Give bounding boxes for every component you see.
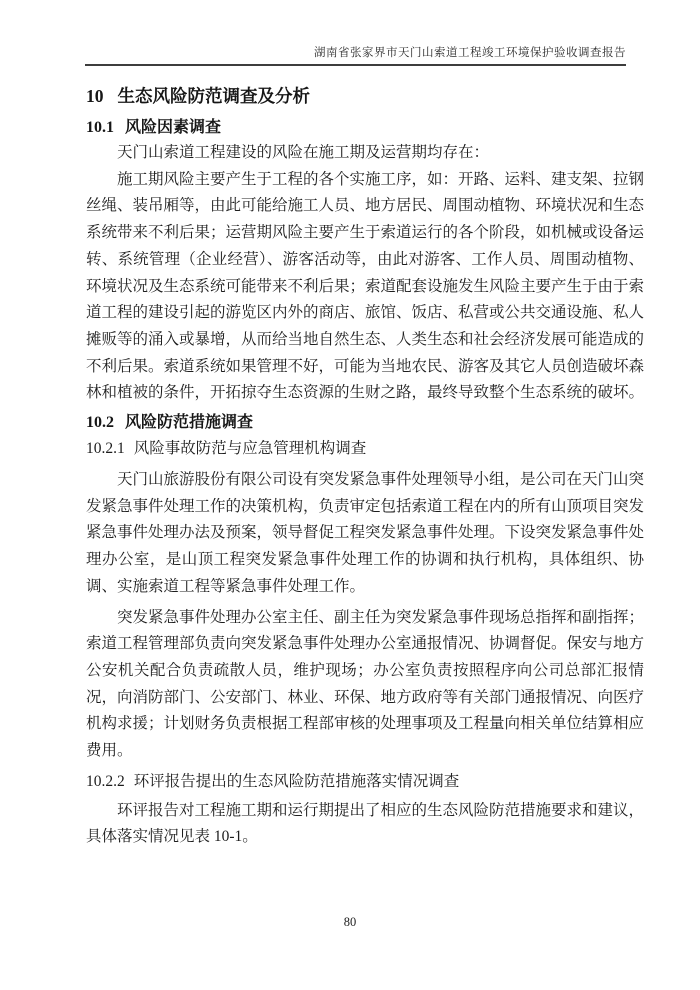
section-number: 10.2 bbox=[86, 414, 114, 432]
section-heading-10-1 bbox=[86, 119, 644, 137]
running-title: 湖南省张家界市天门山索道工程竣工环境保护验收调查报告 bbox=[314, 47, 626, 59]
chapter-number: 10 bbox=[86, 86, 104, 106]
subsection-title: 环评报告提出的生态风险防范措施落实情况调查 bbox=[133, 772, 460, 790]
subsection-number: 10.2.1 bbox=[86, 440, 125, 458]
page-footer bbox=[0, 915, 700, 929]
subsection-heading-10-2-1 bbox=[86, 440, 644, 458]
subsection-title: 风险事故防范与应急管理机构调查 bbox=[133, 440, 367, 458]
section-title: 风险因素调查 bbox=[125, 119, 222, 136]
section-number: 10.1 bbox=[86, 119, 114, 136]
page-header bbox=[85, 0, 626, 66]
paragraph: 天门山旅游股份有限公司设有突发紧急事件处理领导小组，是公司在天门山突发紧急事件处理工作的决策机构，负责审定包括索道工程在内的所有山顶项目突发紧急事件处理办法及预案，领导督促工程突发紧急事件处理。下设突发紧急事件处理办公室，是山顶工程突发紧急事件处理工作的协调和执行机构，具体组织、协调、实施索道工程等紧急事件处理工作。 bbox=[86, 471, 645, 595]
paragraph: 突发紧急事件处理办公室主任、副主任为突发紧急事件现场总指挥和副指挥；索道工程管理部负责向突发紧急事件处理办公室通报情况、协调督促。保安与地方公安机关配合负责疏散人员，维护现场；办公室负责按照程序向公司总部汇报情况，向消防部门、公安部门、林业、环保、地方政府等有关部门通报情况、向医疗机构求援；计划财务负责根据工程部审核的处理事项及工程量向相关单位结算相应费用。 bbox=[86, 608, 645, 760]
page-number: 80 bbox=[343, 915, 357, 929]
paragraph: 天门山索道工程建设的风险在施工期及运营期均存在： bbox=[117, 144, 490, 161]
paragraph: 施工期风险主要产生于工程的各个实施工序，如：开路、运料、建支架、拉钢丝绳、装吊厢等，由此可能给施工人员、地方居民、周围动植物、环境状况和生态系统带来不利后果；运营期风险主要产生于索道运行的各个阶段，如机械或设备运转、系统管理（企业经营）、游客活动等，由此对游客、工作人员、周围动植物、环境状况及生态系统可能带来不利后果；索道配套设施发生风险主要产生于由于索道工程的建设引起的游览区内外的商店、旅馆、饭店、私营或公共交通设施、私人摊贩等的涌入或暴增，从而给当地自然生态、人类生态和社会经济发展可能造成的不利后果。索道系统如果管理不好，可能为当地农民、游客及其它人员创造破坏森林和植被的条件，开拓掠夺生态资源的生财之路，最终导致整个生态系统的破坏。 bbox=[86, 170, 645, 402]
section-heading-10-2 bbox=[86, 414, 644, 432]
subsection-number: 10.2.2 bbox=[86, 772, 125, 790]
chapter-title: 生态风险防范调查及分析 bbox=[117, 86, 310, 106]
page-content bbox=[86, 86, 644, 851]
subsection-heading-10-2-2 bbox=[86, 773, 644, 791]
paragraph: 环评报告对工程施工期和运行期提出了相应的生态风险防范措施要求和建议，具体落实情况见表 10-1。 bbox=[86, 801, 645, 846]
section-title: 风险防范措施调查 bbox=[125, 414, 254, 432]
chapter-heading bbox=[86, 86, 644, 106]
